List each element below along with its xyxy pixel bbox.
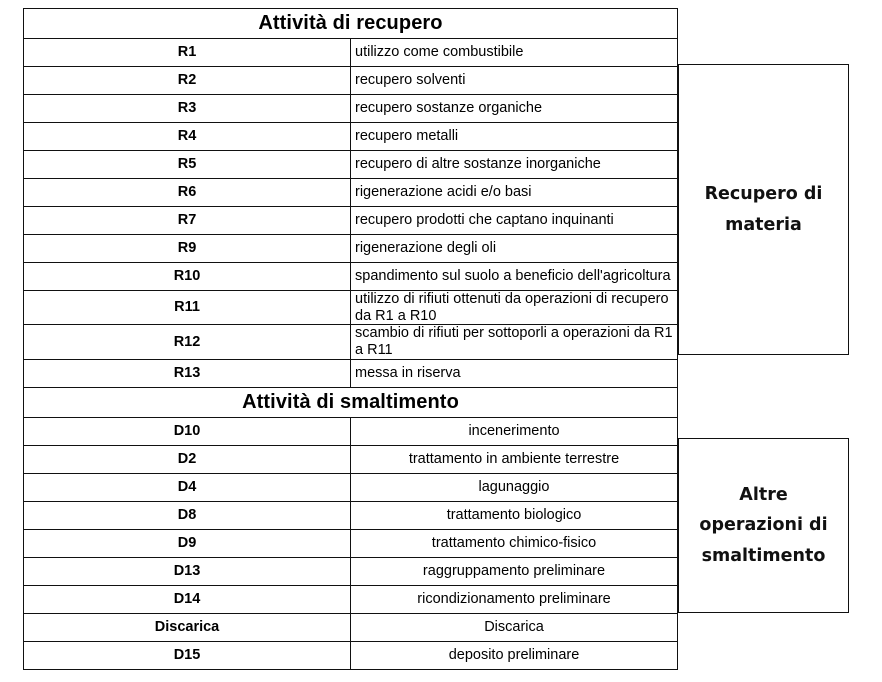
operation-code: D4 xyxy=(24,473,351,501)
operation-code: D13 xyxy=(24,557,351,585)
category-box-recupero-di-materia xyxy=(678,64,849,355)
operation-code: D2 xyxy=(24,445,351,473)
table-row xyxy=(24,151,678,179)
category-label-smaltimento xyxy=(699,480,827,572)
operation-code: D14 xyxy=(24,585,351,613)
operation-code: Discarica xyxy=(24,613,351,641)
table-row xyxy=(24,613,678,641)
operation-code: D10 xyxy=(24,417,351,445)
table-row xyxy=(24,39,678,67)
section-header-row-smaltimento xyxy=(24,387,678,417)
table-row xyxy=(24,585,678,613)
operation-description: recupero metalli xyxy=(351,123,678,151)
table-row xyxy=(24,417,678,445)
operation-description: rigenerazione acidi e/o basi xyxy=(351,179,678,207)
operation-code: D15 xyxy=(24,641,351,669)
operation-code: R2 xyxy=(24,67,351,95)
table-row xyxy=(24,207,678,235)
operation-description: messa in riserva xyxy=(351,359,678,387)
operation-description: Discarica xyxy=(351,613,678,641)
operation-code: R3 xyxy=(24,95,351,123)
category-label-line: smaltimento xyxy=(701,545,826,566)
table-row xyxy=(24,95,678,123)
category-label-line: Altre xyxy=(739,484,788,505)
table-row xyxy=(24,179,678,207)
operation-description: trattamento chimico-fisico xyxy=(351,529,678,557)
table-row xyxy=(24,67,678,95)
operation-description: incenerimento xyxy=(351,417,678,445)
operation-description: recupero sostanze organiche xyxy=(351,95,678,123)
table-row xyxy=(24,529,678,557)
operation-description: scambio di rifiuti per sottoporli a operazioni da R1 a R11 xyxy=(351,325,678,359)
operation-code: R13 xyxy=(24,359,351,387)
operation-description: utilizzo di rifiuti ottenuti da operazioni di recupero da R1 a R10 xyxy=(351,291,678,325)
operation-code: R4 xyxy=(24,123,351,151)
operation-description: rigenerazione degli oli xyxy=(351,235,678,263)
category-label-line: operazioni di xyxy=(699,515,828,536)
table-row xyxy=(24,263,678,291)
operation-description: trattamento biologico xyxy=(351,501,678,529)
operation-code: R5 xyxy=(24,151,351,179)
operation-code: R10 xyxy=(24,263,351,291)
operation-code: R7 xyxy=(24,207,351,235)
table-row xyxy=(24,235,678,263)
operation-description: trattamento in ambiente terrestre xyxy=(351,445,678,473)
category-label-line: materia xyxy=(725,214,802,235)
table-row xyxy=(24,473,678,501)
operation-description: spandimento sul suolo a beneficio dell'agricoltura xyxy=(351,263,678,291)
operation-code: R11 xyxy=(24,291,351,325)
operation-description: lagunaggio xyxy=(351,473,678,501)
table-row xyxy=(24,557,678,585)
operation-description: deposito preliminare xyxy=(351,641,678,669)
table-row xyxy=(24,123,678,151)
category-label-line: Recupero di xyxy=(704,183,823,204)
operation-code: R6 xyxy=(24,179,351,207)
operation-code: D9 xyxy=(24,529,351,557)
category-box-altre-operazioni-di-smaltimento xyxy=(678,438,849,613)
waste-operations-table xyxy=(23,8,678,670)
category-label-recupero xyxy=(705,179,823,240)
section-header-smaltimento: Attività di smaltimento xyxy=(24,387,678,417)
table-row xyxy=(24,445,678,473)
operation-description: recupero di altre sostanze inorganiche xyxy=(351,151,678,179)
operation-description: raggruppamento preliminare xyxy=(351,557,678,585)
operation-code: R9 xyxy=(24,235,351,263)
operation-description: utilizzo come combustibile xyxy=(351,39,678,67)
table-row xyxy=(24,325,678,359)
operation-code: R12 xyxy=(24,325,351,359)
section-header-row-recupero xyxy=(24,9,678,39)
table-row xyxy=(24,359,678,387)
operation-description: recupero solventi xyxy=(351,67,678,95)
waste-operations-table-body xyxy=(24,9,678,670)
section-header-recupero: Attività di recupero xyxy=(24,9,678,39)
table-row xyxy=(24,501,678,529)
operation-description: ricondizionamento preliminare xyxy=(351,585,678,613)
operation-description: recupero prodotti che captano inquinanti xyxy=(351,207,678,235)
operation-code: R1 xyxy=(24,39,351,67)
table-row xyxy=(24,641,678,669)
operation-code: D8 xyxy=(24,501,351,529)
table-row xyxy=(24,291,678,325)
